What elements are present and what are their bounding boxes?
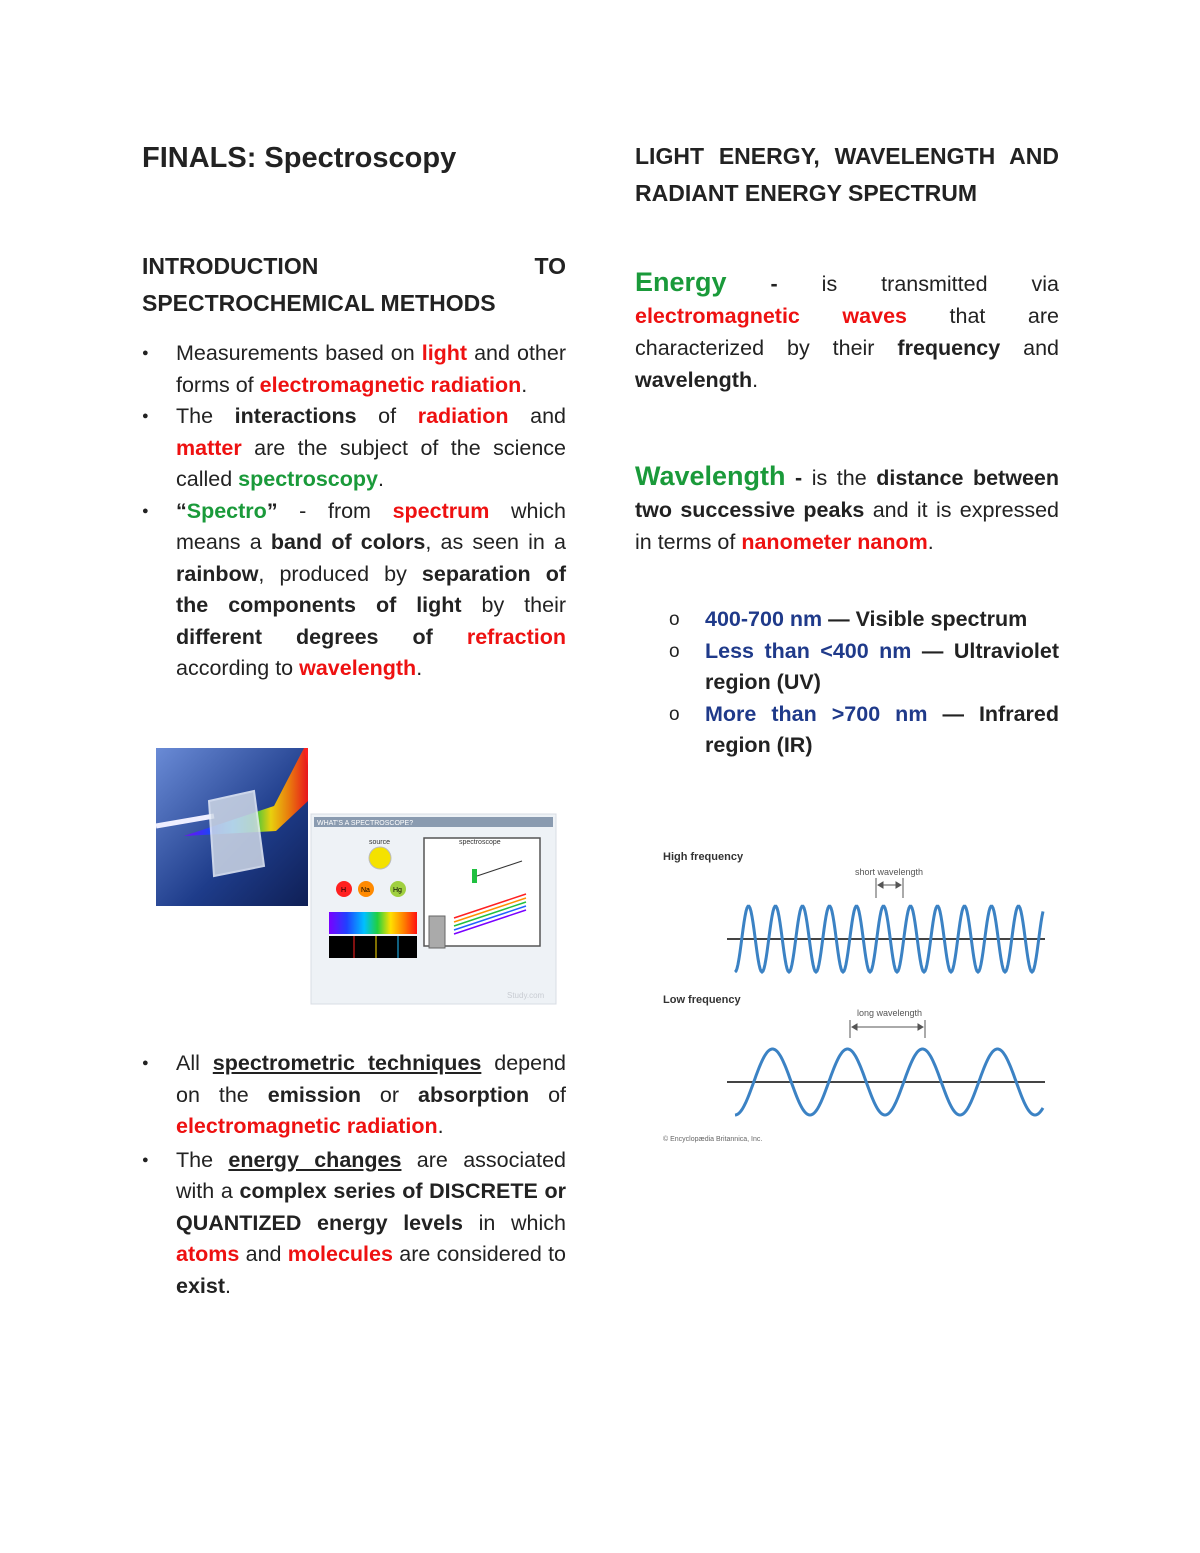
list-item: ● All spectrometric techniques depend on the emission or absorption of electromagnetic radiation.: [142, 1048, 566, 1143]
short-wavelength-bracket: [876, 878, 903, 898]
list-item: o 400-700 nm — Visible spectrum: [635, 604, 1059, 636]
long-wavelength-label: long wavelength: [857, 1008, 923, 1018]
high-frequency-label: High frequency: [663, 851, 744, 863]
svg-text:source: source: [369, 839, 391, 846]
list-item: ● The interactions of radiation and matter are the subject of the science called spectroscopy.: [142, 401, 566, 496]
techniques-bullet-list: [142, 1048, 566, 1302]
intro-bullet-list: [142, 338, 566, 685]
section-heading-intro: INTRODUCTION TO SPECTROCHEMICAL METHODS: [142, 253, 566, 316]
energy-definition: Energy - is transmitted via electromagnetic waves that are characterized by their frequency and wavelength.: [635, 267, 1059, 392]
svg-text:WHAT'S A SPECTROSCOPE?: WHAT'S A SPECTROSCOPE?: [317, 820, 414, 827]
svg-text:Study.com: Study.com: [507, 991, 545, 1000]
high-frequency-wave: [735, 906, 1043, 972]
long-wavelength-bracket: [850, 1020, 925, 1038]
list-item: ● Measurements based on light and other forms of electromagnetic radiation.: [142, 338, 566, 401]
page-title: FINALS: Spectroscopy: [142, 142, 457, 174]
svg-text:H: H: [341, 887, 347, 894]
list-item: ● The energy changes are associated with a complex series of DISCRETE or QUANTIZED energy levels in which atoms and molecules are considered to exist.: [142, 1145, 566, 1303]
short-wavelength-label: short wavelength: [855, 867, 924, 877]
svg-text:spectroscope: spectroscope: [459, 839, 501, 846]
wavelength-definition: Wavelength - is the distance between two successive peaks and it is expressed in terms of nanometer nanom.: [635, 461, 1059, 554]
wavelength-range-list: [635, 604, 1059, 762]
svg-text:Na: Na: [361, 887, 370, 894]
list-item: o More than >700 nm — Infrared region (IR): [635, 699, 1059, 762]
svg-text:Hg: Hg: [393, 887, 402, 894]
list-item: o Less than <400 nm — Ultraviolet region (UV): [635, 636, 1059, 699]
spectroscope-diagram: [311, 814, 556, 1004]
frequency-wave-figure: [655, 838, 1075, 1168]
figure-credit: © Encyclopædia Britannica, Inc.: [663, 1136, 763, 1143]
list-item: ● “Spectro” - from spectrum which means a band of colors, as seen in a rainbow, produced by separation of the components of light by their different degrees of refraction according to wavelength.: [142, 496, 566, 685]
low-frequency-label: Low frequency: [663, 994, 741, 1006]
prism-spectroscope-figure: [154, 746, 564, 1012]
section-heading-light-energy: LIGHT ENERGY, WAVELENGTH AND RADIANT ENERGY SPECTRUM: [635, 143, 1059, 206]
prism-photo: [156, 748, 308, 906]
